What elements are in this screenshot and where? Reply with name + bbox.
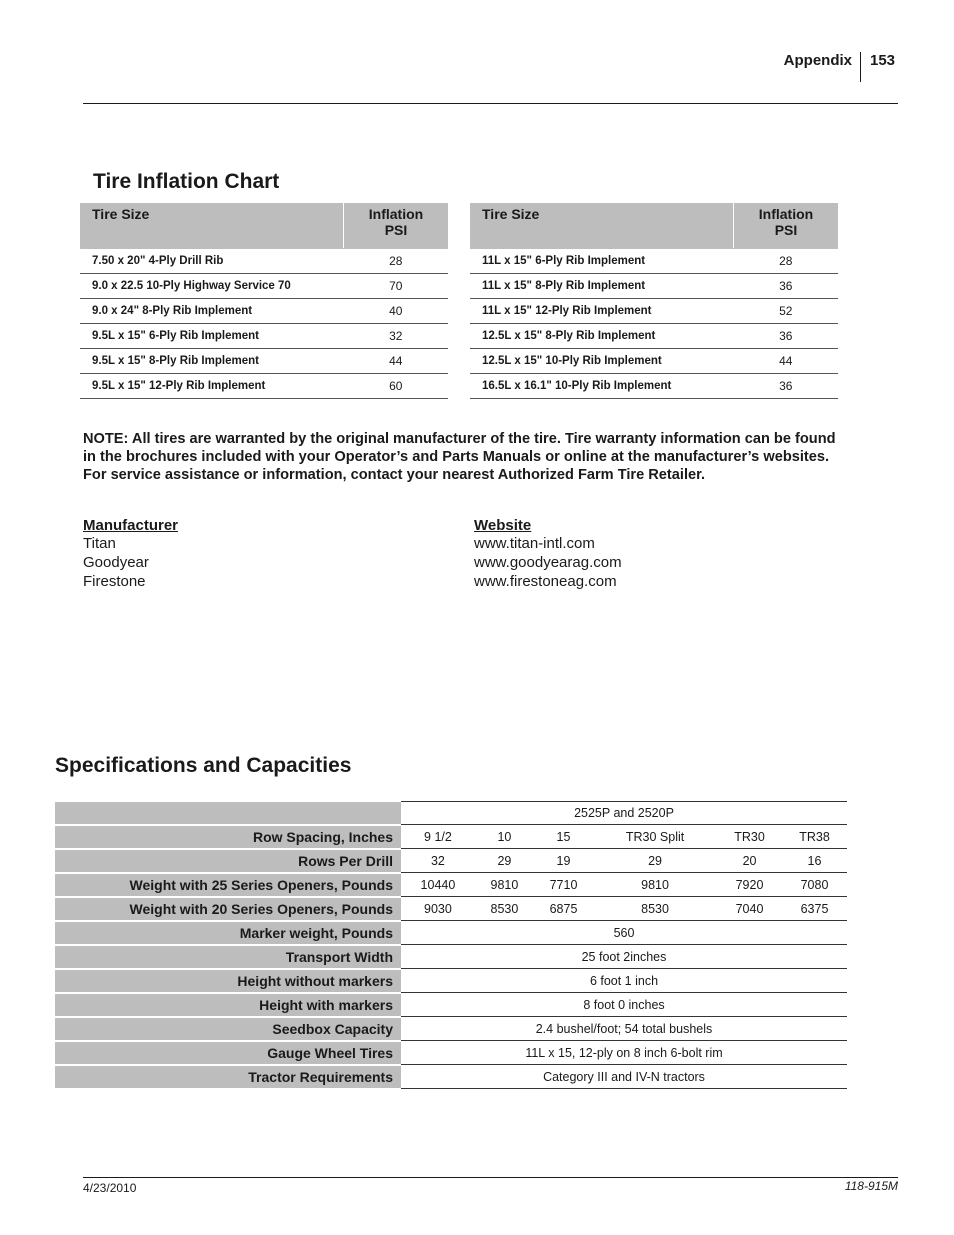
header-divider [860, 52, 861, 82]
table-row [470, 249, 838, 274]
tire-psi: 36 [734, 274, 839, 299]
col-tire-size: Tire Size [470, 203, 734, 249]
spec-value: 6375 [782, 897, 847, 921]
table-row [55, 945, 847, 969]
table-row [55, 825, 847, 849]
header-rule [83, 103, 898, 104]
tire-psi: 70 [344, 274, 449, 299]
spec-value: 6 foot 1 inch [401, 969, 847, 993]
spec-value: 9810 [475, 873, 534, 897]
table-row [470, 374, 838, 399]
spec-value: 32 [401, 849, 475, 873]
spec-value: 9030 [401, 897, 475, 921]
section-name: Appendix [783, 52, 852, 69]
tire-chart-title: Tire Inflation Chart [93, 170, 280, 193]
table-row [55, 849, 847, 873]
tire-psi: 52 [734, 299, 839, 324]
manufacturer-name: Firestone [83, 573, 146, 590]
tire-size: 7.50 x 20" 4-Ply Drill Rib [80, 249, 344, 274]
table-row [55, 993, 847, 1017]
spec-value: 8530 [475, 897, 534, 921]
spec-value: 19 [534, 849, 593, 873]
table-row [80, 324, 448, 349]
spec-value: TR30 [717, 825, 782, 849]
spec-label: Tractor Requirements [55, 1065, 401, 1089]
manufacturer-column [83, 517, 178, 591]
spec-label: Gauge Wheel Tires [55, 1041, 401, 1065]
table-row [470, 299, 838, 324]
spec-value: 10440 [401, 873, 475, 897]
table-row [55, 1017, 847, 1041]
spec-value: 9 1/2 [401, 825, 475, 849]
spec-label: Weight with 20 Series Openers, Pounds [55, 897, 401, 921]
spec-value: TR38 [782, 825, 847, 849]
tire-psi: 36 [734, 374, 839, 399]
tire-size: 9.5L x 15" 12-Ply Rib Implement [80, 374, 344, 399]
manufacturer-name: Goodyear [83, 554, 149, 571]
tire-psi: 60 [344, 374, 449, 399]
tire-size: 12.5L x 15" 10-Ply Rib Implement [470, 349, 734, 374]
col-inflation-psi: Inflation PSI [734, 203, 839, 249]
website-link[interactable]: www.firestoneag.com [474, 573, 617, 590]
table-row [470, 324, 838, 349]
table-row [470, 349, 838, 374]
website-column [474, 517, 622, 591]
tire-size: 11L x 15" 8-Ply Rib Implement [470, 274, 734, 299]
table-row [55, 802, 847, 825]
spec-label: Marker weight, Pounds [55, 921, 401, 945]
tire-psi: 40 [344, 299, 449, 324]
spec-label: Weight with 25 Series Openers, Pounds [55, 873, 401, 897]
page-number: 153 [870, 52, 896, 69]
table-row [55, 897, 847, 921]
model-name: 2525P and 2520P [401, 802, 847, 825]
spec-value: 29 [593, 849, 717, 873]
tire-table-left [80, 203, 448, 399]
spec-value: 8 foot 0 inches [401, 993, 847, 1017]
table-row [80, 374, 448, 399]
spec-value: 29 [475, 849, 534, 873]
tire-psi: 32 [344, 324, 449, 349]
specs-title: Specifications and Capacities [55, 754, 352, 777]
footer-date: 4/23/2010 [83, 1181, 137, 1195]
spec-value: 6875 [534, 897, 593, 921]
tire-table-right [470, 203, 838, 399]
document-number: 118-915M [844, 1179, 898, 1193]
spec-label: Height without markers [55, 969, 401, 993]
spec-label: Rows Per Drill [55, 849, 401, 873]
spec-label: Transport Width [55, 945, 401, 969]
spec-value: TR30 Split [593, 825, 717, 849]
spec-value: 7920 [717, 873, 782, 897]
table-row [55, 873, 847, 897]
table-row [80, 299, 448, 324]
tire-psi: 28 [344, 249, 449, 274]
tire-size: 16.5L x 16.1" 10-Ply Rib Implement [470, 374, 734, 399]
table-row [55, 1041, 847, 1065]
website-heading: Website [474, 517, 532, 534]
spec-label: Height with markers [55, 993, 401, 1017]
table-row [470, 274, 838, 299]
spec-value: 25 foot 2inches [401, 945, 847, 969]
website-link[interactable]: www.titan-intl.com [474, 535, 595, 552]
col-inflation-psi: Inflation PSI [344, 203, 449, 249]
spec-value: 7040 [717, 897, 782, 921]
spec-value: 8530 [593, 897, 717, 921]
tire-size: 9.0 x 24" 8-Ply Rib Implement [80, 299, 344, 324]
tire-psi: 44 [734, 349, 839, 374]
manufacturer-name: Titan [83, 535, 116, 552]
spec-value: 15 [534, 825, 593, 849]
spec-value: 16 [782, 849, 847, 873]
spec-label: Seedbox Capacity [55, 1017, 401, 1041]
manufacturer-heading: Manufacturer [83, 517, 179, 534]
spec-label: Row Spacing, Inches [55, 825, 401, 849]
table-row [55, 1065, 847, 1089]
table-row [80, 249, 448, 274]
spec-value: Category III and IV-N tractors [401, 1065, 847, 1089]
footer-rule [83, 1177, 898, 1178]
website-link[interactable]: www.goodyearag.com [474, 554, 622, 571]
spec-value: 2.4 bushel/foot; 54 total bushels [401, 1017, 847, 1041]
table-row [55, 921, 847, 945]
spec-value: 7080 [782, 873, 847, 897]
tire-psi: 36 [734, 324, 839, 349]
table-row [80, 349, 448, 374]
tire-psi: 44 [344, 349, 449, 374]
specs-table [55, 801, 847, 1090]
tire-size: 11L x 15" 12-Ply Rib Implement [470, 299, 734, 324]
tire-size: 12.5L x 15" 8-Ply Rib Implement [470, 324, 734, 349]
spec-value: 7710 [534, 873, 593, 897]
table-row [80, 274, 448, 299]
tire-size: 9.0 x 22.5 10-Ply Highway Service 70 [80, 274, 344, 299]
tire-size: 11L x 15" 6-Ply Rib Implement [470, 249, 734, 274]
spec-value: 9810 [593, 873, 717, 897]
spec-value: 560 [401, 921, 847, 945]
spec-value: 10 [475, 825, 534, 849]
col-tire-size: Tire Size [80, 203, 344, 249]
table-row [55, 969, 847, 993]
tire-size: 9.5L x 15" 6-Ply Rib Implement [80, 324, 344, 349]
spec-value: 20 [717, 849, 782, 873]
tire-size: 9.5L x 15" 8-Ply Rib Implement [80, 349, 344, 374]
warranty-note: NOTE: All tires are warranted by the original manufacturer of the tire. Tire warranty information can be found in the brochures included with your Operator’s and Parts Manuals or online at the manufacturer’s websites. For service assistance or information, contact your nearest Authorized Farm Tire Retailer. [83, 431, 836, 483]
tire-psi: 28 [734, 249, 839, 274]
spec-value: 11L x 15, 12-ply on 8 inch 6-bolt rim [401, 1041, 847, 1065]
